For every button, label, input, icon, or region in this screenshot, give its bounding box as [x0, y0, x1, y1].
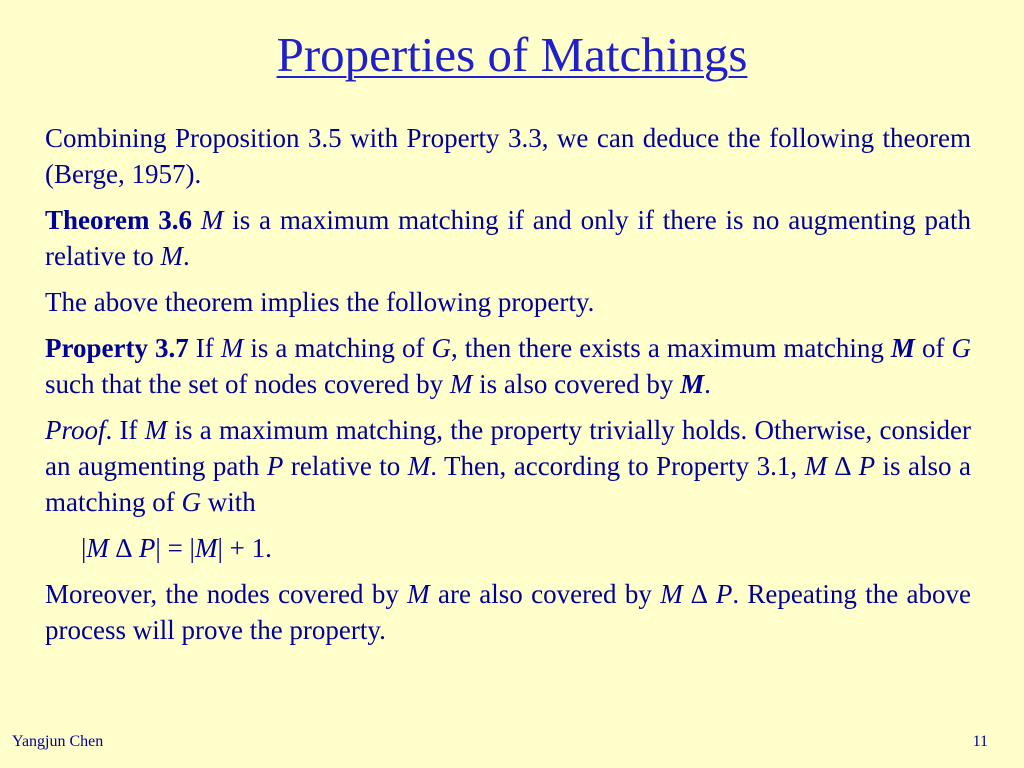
footer-author: Yangjun Chen	[12, 733, 104, 750]
intro-paragraph: Combining Proposition 3.5 with Property 3.3, we can deduce the following theorem (Berge, 1957).	[45, 123, 971, 189]
theorem-paragraph	[45, 202, 971, 274]
var-bold-m: M	[680, 369, 705, 399]
footer-page-number: 11	[972, 733, 988, 750]
var-bold-m: M	[890, 333, 915, 363]
proof-text: is also a matching of	[45, 451, 971, 517]
formula-bar: |	[81, 533, 87, 563]
proof-text: . Then, according to Property 3.1,	[430, 451, 805, 481]
theorem-label: Theorem 3.6	[45, 205, 193, 235]
cardinality-formula	[45, 530, 971, 566]
proof-text: . If	[105, 415, 145, 445]
property-text: is also covered by	[472, 369, 681, 399]
conclusion-text-end: . Repeating the above process will prove the property.	[45, 579, 971, 645]
var-g: G	[181, 487, 201, 517]
theorem-text: is a maximum matching if and only if there is no augmenting path relative to	[45, 205, 971, 271]
symmetric-difference: M ∆ P	[804, 451, 876, 481]
proof-paragraph	[45, 412, 971, 520]
var-m: M	[220, 333, 244, 363]
theorem-text-end: .	[182, 241, 190, 271]
formula-equals: | = |	[155, 533, 195, 563]
formula-tail: | + 1.	[217, 533, 272, 563]
slide-title: Properties of Matchings	[276, 27, 748, 82]
var-g: G	[951, 333, 971, 363]
property-text-end: .	[704, 369, 711, 399]
implication-paragraph: The above theorem implies the following property.	[45, 287, 595, 317]
proof-text: is a maximum matching, the property trivially holds. Otherwise, consider an augmenting path	[45, 415, 971, 481]
var-m: M	[160, 241, 183, 271]
property-text: of	[914, 333, 952, 363]
formula-symmetric-difference: M ∆ P	[86, 533, 156, 563]
var-m: M	[144, 415, 168, 445]
var-p: P	[266, 451, 284, 481]
property-text: If	[188, 333, 221, 363]
var-m: M	[449, 369, 473, 399]
property-text: , then there exists a maximum matching	[450, 333, 891, 363]
var-m: M	[407, 579, 430, 609]
conclusion-paragraph	[45, 576, 971, 648]
var-m: M	[200, 205, 224, 235]
proof-text-end: with	[200, 487, 256, 517]
proof-label: Proof	[45, 415, 106, 445]
var-m: M	[407, 451, 431, 481]
proof-text: relative to	[283, 451, 408, 481]
conclusion-text: are also covered by	[429, 579, 661, 609]
property-paragraph	[45, 330, 971, 402]
var-g: G	[431, 333, 451, 363]
property-text: such that the set of nodes covered by	[45, 369, 450, 399]
property-text: is a matching of	[243, 333, 432, 363]
formula-var-m: M	[194, 533, 218, 563]
conclusion-text: Moreover, the nodes covered by	[45, 579, 408, 609]
symmetric-difference: M ∆ P	[660, 579, 733, 609]
property-label: Property 3.7	[45, 333, 189, 363]
slide-body	[45, 120, 971, 658]
